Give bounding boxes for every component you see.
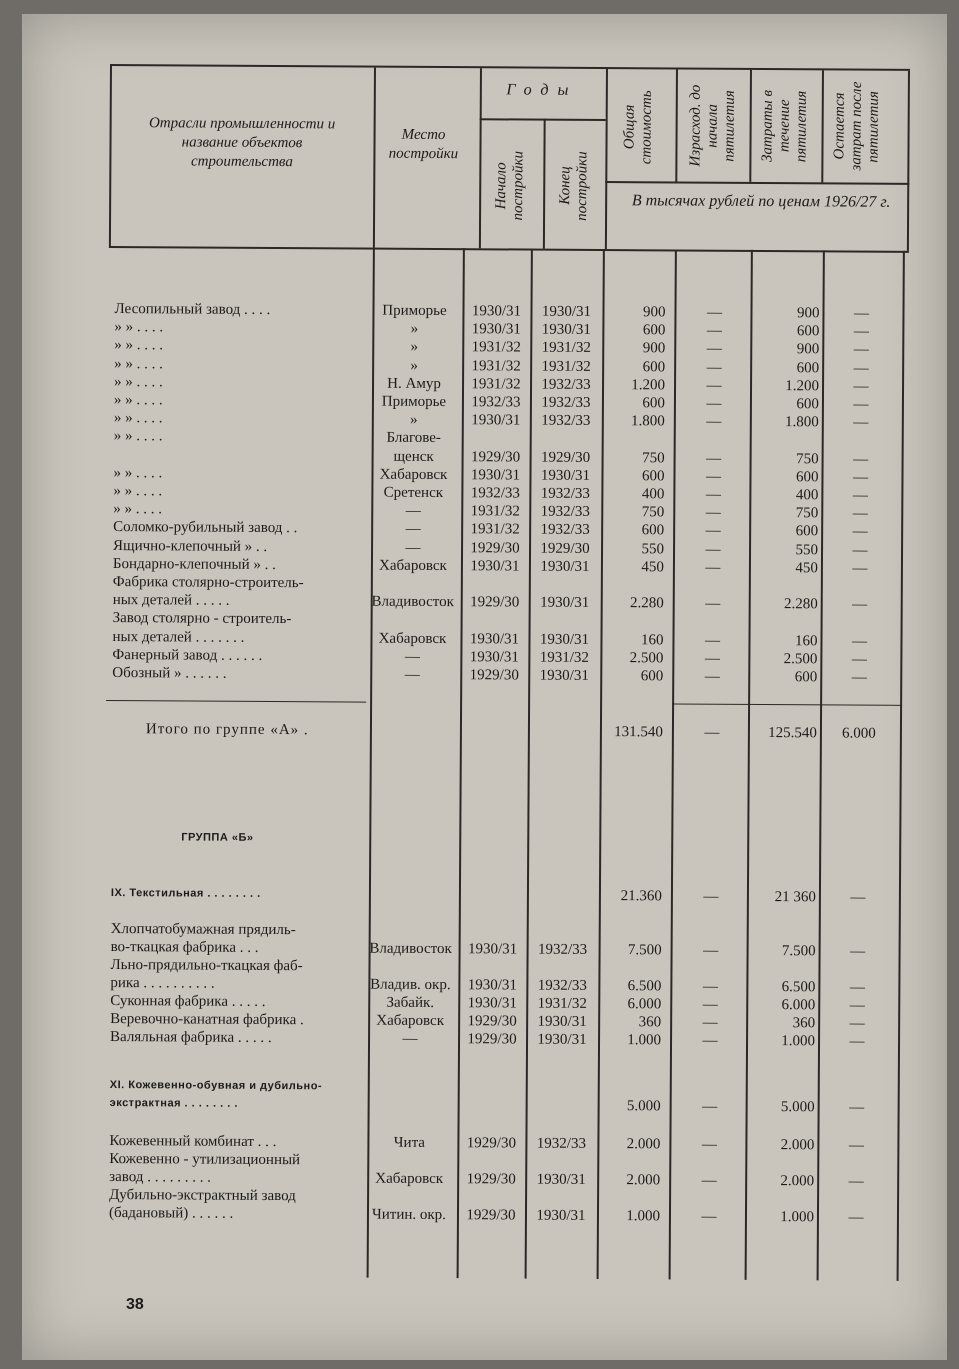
cell-total: 600 (642, 358, 666, 375)
cell-place: — (404, 648, 420, 665)
cell-end: 1930/31 (536, 1171, 586, 1188)
cell-total: 1.000 (626, 1208, 661, 1225)
cell-after: — (852, 596, 868, 613)
header-unit-note: В тысячах рублей по ценам 1926/27 г. (631, 192, 891, 211)
cell-after: — (852, 469, 869, 486)
cell-after: — (852, 560, 868, 577)
cell-start: 1930/31 (469, 649, 520, 666)
cell-before: — (705, 559, 721, 576)
cell-name: Ящично-клепочный » . . (113, 537, 268, 555)
cell-place (365, 575, 461, 576)
cell-start: 1930/31 (467, 977, 518, 994)
statistics-table (103, 64, 910, 1279)
cell-place: » (410, 412, 418, 429)
cell-name: Соломко-рубильный завод . . (113, 519, 298, 537)
cell-place: Хабаровск (379, 557, 447, 574)
cell-during: 2.280 (783, 596, 818, 613)
cell-end: 1930/31 (537, 1013, 587, 1030)
cell-start: 1929/30 (467, 1013, 517, 1030)
cell-after: — (853, 378, 869, 395)
cell-end: 1931/32 (541, 340, 591, 357)
cell-before: — (701, 1208, 717, 1225)
cell-during: 600 (794, 669, 818, 686)
cell-during: 900 (796, 341, 820, 358)
cell-after: — (848, 1137, 864, 1154)
cell-before: — (706, 450, 722, 467)
cell-place: Читин. окр. (371, 1206, 446, 1224)
cell-before: — (702, 1014, 718, 1031)
cell-before: — (701, 1136, 717, 1153)
cell-place: — (404, 666, 420, 683)
cell-name: завод . . . . . . . . . (109, 1169, 212, 1186)
cell-end: 1932/33 (541, 376, 591, 393)
cell-after: — (848, 1209, 864, 1226)
cell-total: 600 (641, 468, 665, 485)
table-row (106, 664, 906, 687)
cell-place: Забайк. (386, 994, 435, 1011)
cell-place: Владивосток (369, 940, 452, 958)
header-start: Начало постройки (493, 150, 527, 221)
cell-place: Хабаровск (379, 466, 448, 483)
cell-place (363, 958, 459, 959)
cell-name: » » . . . . (113, 501, 163, 518)
cell-name: Обозный » . . . . . . (112, 665, 227, 682)
cell-start: 1929/30 (466, 1135, 517, 1152)
cell-during: 6.000 (781, 997, 816, 1014)
cell-name: » » . . . . (114, 355, 163, 372)
cell-after: — (849, 1015, 865, 1032)
cell-before: — (705, 486, 721, 503)
cell-during: 1.200 (785, 377, 820, 395)
cell-total: 750 (641, 504, 665, 521)
cell-total: 550 (641, 540, 665, 557)
cell-place: — (402, 1030, 418, 1047)
cell-start: 1929/30 (469, 667, 519, 684)
cell-before: — (705, 523, 721, 540)
itogo-row: Итого по группе «А» . 131.540 — 125.540 6.000 (145, 721, 876, 742)
cell-place: Н. Амур (387, 375, 441, 392)
cell-start: 1931/32 (470, 521, 520, 538)
cell-place: щенск (393, 448, 434, 465)
cell-total: 900 (642, 340, 666, 357)
cell-before: — (706, 304, 723, 321)
cell-place: Приморье (382, 302, 447, 320)
cell-total: 2.500 (629, 649, 664, 667)
cell-name: » » . . . . (114, 337, 164, 354)
cell-end: 1932/33 (537, 941, 588, 958)
cell-total: 1.200 (631, 376, 666, 394)
cell-before: — (706, 322, 722, 339)
cell-before: — (706, 377, 722, 394)
cell-end: 1929/30 (540, 540, 590, 557)
cell-place: Владив. окр. (370, 976, 451, 994)
book-page (22, 14, 947, 1360)
cell-during: 1.000 (780, 1209, 815, 1226)
cell-name: » » . . . . (113, 392, 163, 409)
cell-during: 550 (795, 541, 819, 558)
cell-name: » » . . . . (114, 319, 164, 336)
cell-start: 1930/31 (471, 412, 521, 429)
cell-end: 1930/31 (540, 558, 590, 575)
cell-start: 1930/31 (469, 630, 520, 648)
cell-before: — (705, 504, 721, 521)
cell-after: — (852, 542, 868, 559)
cell-end: 1931/32 (539, 649, 590, 666)
cell-start: 1930/31 (471, 303, 522, 320)
cell-name: » » . . . . (113, 428, 163, 445)
cell-name: Веревочно-канатная фабрика . (110, 1011, 304, 1029)
cell-end: 1932/33 (540, 503, 590, 521)
cell-place: — (405, 503, 421, 520)
cell-end: 1930/31 (537, 1031, 587, 1048)
cell-during: 2.000 (780, 1137, 815, 1154)
cell-name: Фабрика столярно-строитель- (112, 574, 304, 592)
cell-total: 360 (638, 1014, 662, 1031)
cell-name: во-ткацкая фабрика . . . (110, 939, 259, 956)
cell-place: Хабаровск (375, 1170, 444, 1188)
cell-during: 1.800 (785, 414, 819, 431)
cell-end: 1930/31 (536, 1207, 586, 1224)
cell-end: 1932/33 (541, 394, 591, 411)
cell-start: 1931/32 (471, 357, 521, 375)
cell-before: — (704, 668, 720, 685)
cell-name: Льно-прядильно-ткацкая фаб- (110, 957, 303, 975)
cell-start: 1932/33 (471, 394, 521, 411)
cell-start: 1930/31 (470, 558, 520, 575)
cell-total: 400 (641, 486, 665, 503)
cell-before: — (706, 341, 722, 358)
cell-during: 600 (796, 323, 820, 340)
cell-start: 1931/32 (470, 503, 520, 520)
cell-place (361, 1188, 457, 1189)
cell-end: 1930/31 (540, 594, 590, 612)
cell-after: — (853, 451, 869, 468)
cell-total: 6.000 (627, 996, 662, 1013)
cell-total: 1.800 (631, 413, 665, 430)
header-during: Затраты в течение пятилетия (759, 89, 810, 163)
cell-total: 1.000 (627, 1032, 662, 1049)
cell-name: Завод столярно - строитель- (112, 610, 292, 628)
table-row (103, 1204, 903, 1227)
cell-name: Бондарно-клепочный » . . (112, 555, 276, 573)
cell-start: 1930/31 (467, 995, 517, 1012)
cell-place: Владивосток (371, 593, 455, 611)
cell-during: 600 (796, 359, 820, 376)
cell-end: 1931/32 (541, 358, 591, 375)
cell-end: 1932/33 (541, 412, 591, 430)
cell-after: — (849, 979, 865, 996)
cell-end: 1930/31 (541, 303, 592, 320)
cell-name: (бадановый) . . . . . . (108, 1205, 234, 1222)
cell-place: » (410, 321, 419, 338)
cell-after: — (853, 396, 869, 413)
cell-total: 900 (642, 304, 666, 321)
cell-place (365, 611, 461, 612)
cell-start: 1931/32 (471, 376, 521, 393)
cell-before: — (702, 996, 718, 1013)
cell-name: ных деталей . . . . . (112, 592, 230, 609)
cell-during: 360 (792, 1015, 816, 1032)
cell-start: 1930/31 (467, 941, 518, 958)
cell-end: 1932/33 (537, 977, 588, 994)
header-years: Годы (506, 81, 578, 99)
cell-total: 750 (642, 449, 665, 466)
cell-after: — (851, 669, 867, 686)
cell-start: 1929/30 (470, 539, 520, 557)
cell-start: 1929/30 (466, 1207, 516, 1224)
cell-name: » » . . . . (113, 464, 163, 482)
cell-name: Кожевенно - утилизационный (109, 1151, 301, 1169)
cell-end: 1932/33 (540, 485, 591, 502)
textile-row: IX. Текстильная . . . . . . . . 21.360 — 21 360 — (110, 887, 866, 906)
cell-during: 2.000 (780, 1173, 815, 1190)
cell-after: — (849, 1033, 865, 1050)
cell-start: 1931/32 (471, 339, 521, 356)
cell-name: Хлопчатобумажная прядиль- (110, 921, 296, 939)
cell-name: Дубильно-экстрактный завод (109, 1187, 296, 1205)
leather-row-1: XI. Кожевенно-обувная и дубильно- (109, 1079, 323, 1093)
cell-after: — (848, 1173, 864, 1190)
cell-name: » » . . . . (113, 483, 163, 500)
header-after: Остается затрат после пятилетия (831, 82, 882, 172)
cell-during: 750 (796, 450, 819, 467)
cell-place: Чита (393, 1134, 426, 1151)
cell-place: » (410, 339, 419, 356)
header-end: Конец постройки (557, 151, 591, 221)
cell-total: 6.500 (627, 978, 662, 995)
cell-before: — (706, 359, 722, 376)
cell-end: 1932/33 (536, 1135, 587, 1152)
cell-start: 1932/33 (470, 485, 521, 502)
cell-total: 160 (640, 631, 664, 648)
cell-during: 1.000 (781, 1033, 816, 1050)
cell-after: — (853, 305, 870, 322)
cell-start: 1929/30 (470, 594, 520, 611)
table-header (109, 64, 910, 253)
cell-total: 2.000 (626, 1136, 661, 1153)
cell-during: 6.500 (781, 979, 816, 996)
cell-start: 1930/31 (471, 321, 522, 338)
cell-start: 1930/31 (470, 467, 521, 484)
cell-before: — (704, 650, 720, 667)
cell-before: — (705, 595, 721, 612)
cell-before: — (701, 1172, 717, 1189)
cell-end: 1930/31 (539, 631, 590, 648)
cell-name: » » . . . . (113, 410, 163, 427)
cell-during: 2.500 (783, 650, 818, 668)
cell-start: 1929/30 (470, 448, 521, 466)
cell-during: 600 (795, 468, 819, 486)
cell-name: Валяльная фабрика . . . . . (110, 1029, 272, 1047)
cell-during: 7.500 (781, 943, 816, 960)
cell-place: — (405, 539, 421, 556)
cell-total: 600 (640, 668, 664, 685)
cell-total: 2.280 (629, 595, 664, 612)
cell-total: 2.000 (626, 1172, 661, 1189)
cell-before: — (702, 978, 718, 995)
cell-end: 1931/32 (537, 995, 587, 1012)
cell-after: — (852, 505, 868, 522)
header-total: Общая стоимость (621, 90, 655, 165)
cell-after: — (850, 943, 866, 960)
cell-end: 1930/31 (540, 467, 591, 484)
cell-after: — (849, 997, 865, 1014)
cell-after: — (853, 341, 869, 359)
cell-before: — (706, 413, 722, 430)
cell-start: 1929/30 (466, 1171, 516, 1188)
cell-after: — (853, 360, 869, 377)
cell-total: 600 (641, 522, 665, 539)
itogo-label: Итого по группе «А» . (145, 721, 309, 739)
cell-name: Лесопильный завод . . . . (114, 301, 271, 318)
header-branch: Отрасли промышленности и название объектов строительства (148, 115, 336, 171)
cell-total: 600 (642, 395, 665, 412)
cell-end: 1930/31 (539, 667, 589, 684)
cell-place: » (410, 357, 418, 374)
cell-name: рика . . . . . . . . . . (110, 975, 215, 992)
cell-place: Хабаровск (376, 1012, 445, 1030)
cell-name: ных деталей . . . . . . . (112, 628, 245, 646)
cell-name: » » . . . . (114, 373, 163, 391)
cell-total: 600 (642, 322, 666, 339)
cell-place (363, 922, 459, 923)
cell-after: — (852, 487, 868, 504)
cell-during: 400 (795, 487, 819, 504)
table-row (104, 1028, 904, 1051)
header-place: Место постройки (388, 126, 459, 163)
cell-place (361, 1152, 457, 1153)
cell-before: — (705, 541, 721, 558)
cell-total: 450 (641, 559, 664, 576)
cell-name: Суконная фабрика . . . . . (110, 993, 266, 1010)
cell-during: 600 (796, 396, 819, 413)
cell-during: 900 (796, 305, 820, 322)
cell-during: 750 (795, 505, 819, 522)
cell-place: Приморье (381, 393, 447, 411)
cell-end: 1930/31 (541, 321, 592, 339)
cell-after: — (852, 523, 868, 541)
cell-place: Сретенск (383, 484, 444, 502)
cell-before: — (703, 942, 719, 959)
cell-end: 1932/33 (540, 522, 590, 539)
cell-after: — (853, 323, 869, 340)
cell-start: 1929/30 (467, 1031, 517, 1048)
cell-total: 7.500 (627, 942, 662, 959)
cell-name: Фанерный завод . . . . . . (112, 646, 263, 664)
cell-name: Кожевенный комбинат . . . (109, 1133, 277, 1151)
header-before: Израсход. до начала пятилетия (687, 84, 738, 167)
leather-row-2: экстрактная . . . . . . . . 5.000 — 5.000 — (109, 1097, 865, 1116)
cell-during: 600 (795, 523, 819, 540)
cell-after: — (851, 651, 867, 668)
group-b-title: ГРУППА «Б» (181, 831, 254, 844)
cell-before: — (704, 632, 721, 649)
cell-place: Благове- (386, 430, 442, 447)
cell-before: — (702, 1032, 718, 1049)
cell-after: — (853, 414, 869, 431)
cell-after: — (851, 633, 868, 650)
cell-end: 1929/30 (540, 449, 591, 466)
cell-place: Хабаровск (378, 630, 447, 647)
cell-before: — (705, 468, 722, 485)
cell-before: — (706, 395, 722, 412)
cell-during: 450 (795, 559, 818, 577)
page-number: 38 (126, 1296, 144, 1313)
cell-during: 160 (794, 632, 818, 649)
cell-place: — (405, 521, 421, 538)
